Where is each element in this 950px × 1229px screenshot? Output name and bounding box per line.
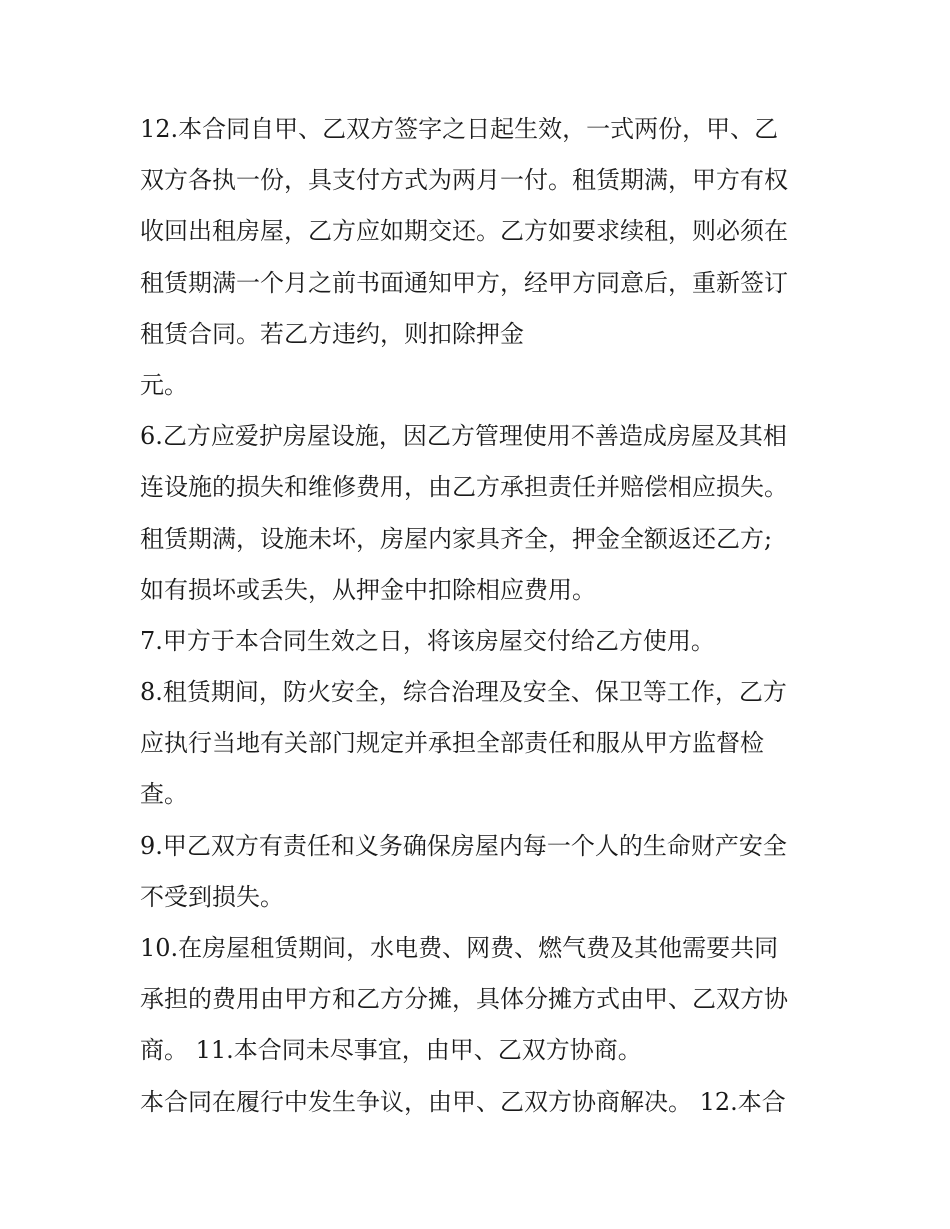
text-line: 查。 xyxy=(140,780,188,809)
text-line: 双方各执一份，具支付方式为两月一付。租赁期满，甲方有权 xyxy=(140,166,788,195)
text-line: 本合同在履行中发生争议，由甲、乙双方协商解决。 12.本合 xyxy=(140,1087,786,1116)
text-line: 10.在房屋租赁期间，水电费、网费、燃气费及其他需要共同 xyxy=(140,934,779,962)
text-line: 如有损坏或丢失，从押金中扣除相应费用。 xyxy=(140,575,596,604)
text-line: 租赁期满，设施未坏，房屋内家具齐全，押金全额返还乙方; xyxy=(140,524,773,553)
text-line: 8.租赁期间，防火安全，综合治理及安全、保卫等工作，乙方 xyxy=(140,678,787,707)
text-line: 9.甲乙双方有责任和义务确保房屋内每一个人的生命财产安全 xyxy=(140,831,787,860)
text-line: 租赁合同。若乙方违约，则扣除押金 xyxy=(140,319,524,348)
text-line: 商。 11.本合同未尽事宜，由甲、乙双方协商。 xyxy=(140,1036,642,1065)
text-line: 连设施的损失和维修费用，由乙方承担责任并赔偿相应损失。 xyxy=(140,473,788,502)
text-line: 收回出租房屋，乙方应如期交还。乙方如要求续租，则必须在 xyxy=(140,217,788,246)
document-body xyxy=(140,104,820,1128)
text-line: 不受到损失。 xyxy=(140,882,284,911)
text-line: 12.本合同自甲、乙双方签字之日起生效，一式两份，甲、乙 xyxy=(140,115,779,143)
text-line: 应执行当地有关部门规定并承担全部责任和服从甲方监督检 xyxy=(140,729,764,758)
text-line: 租赁期满一个月之前书面通知甲方，经甲方同意后，重新签订 xyxy=(140,268,788,297)
text-line: 6.乙方应爱护房屋设施，因乙方管理使用不善造成房屋及其相 xyxy=(140,422,787,451)
text-line: 承担的费用由甲方和乙方分摊，具体分摊方式由甲、乙双方协 xyxy=(140,985,788,1014)
text-line: 7.甲方于本合同生效之日，将该房屋交付给乙方使用。 xyxy=(140,626,715,655)
text-line: 元。 xyxy=(140,370,188,399)
